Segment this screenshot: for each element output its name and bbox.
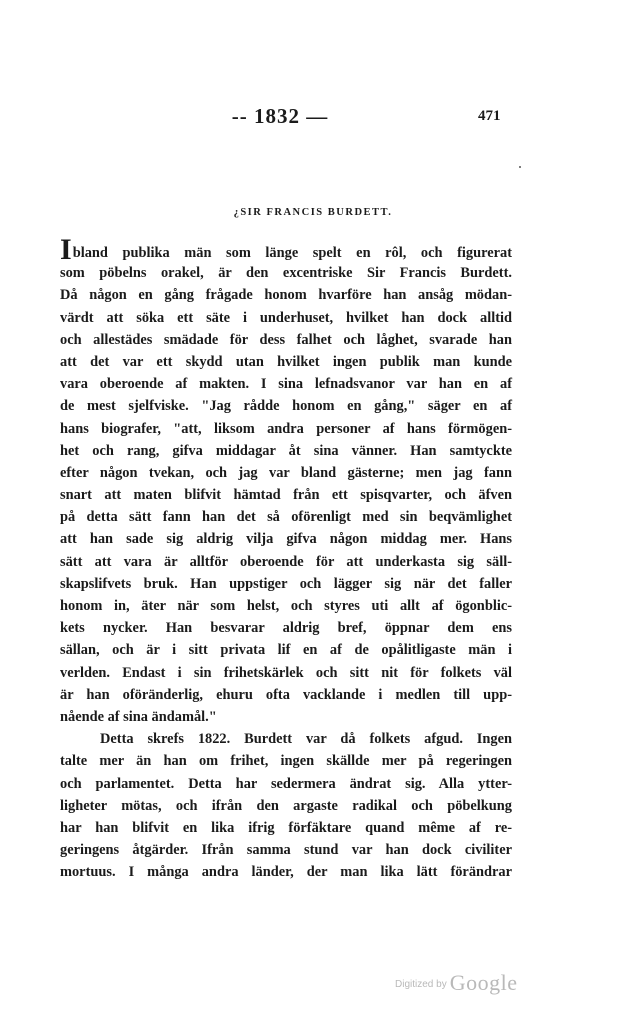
text-line: kets nycker. Han besvarar aldrig bref, öppnar dem ens: [60, 620, 512, 637]
text-line: mortuus. I många andra länder, der man lika lätt förändrar: [60, 864, 512, 881]
text-line: på detta sätt fann han det så oförenligt med sin beqvämlighet: [60, 509, 512, 526]
text-line: som pöbelns orakel, är den excentriske Sir Francis Burdett.: [60, 265, 512, 282]
text-line: att det var ett skydd utan hvilket ingen publik man kunde: [60, 353, 512, 370]
text-line: ligheter mötas, och ifrån den argaste radikal och pöbelkung: [60, 797, 512, 814]
page-number: 471: [478, 108, 501, 124]
text-line: Ibland publika män som länge spelt en rôl, och figurerat: [60, 233, 512, 266]
text-line: skapslifvets bruk. Han uppstiger och lägger sig när det faller: [60, 575, 512, 592]
text-line: har han blifvit en lika ifrig förfäktare quand même af re-: [60, 819, 512, 836]
text-line: är han oföränderlig, ehuru ofta vacklande i medlen till upp-: [60, 686, 512, 703]
running-head-year: -- 1832 —: [231, 104, 329, 128]
text-line: efter någon tvekan, och jag var bland gästerne; men jag fann: [60, 464, 512, 481]
text-line: Detta skrefs 1822. Burdett var då folkets afgud. Ingen: [100, 731, 512, 748]
running-head: [0, 104, 626, 134]
body-text: [60, 233, 512, 883]
text-line: honom in, äter när som helst, och styres uti allt af ögonblic-: [60, 598, 512, 614]
watermark-prefix: Digitized by: [395, 979, 447, 990]
text-line: sätt att vara är alltför oberoende för att underkasta sig säll-: [60, 553, 512, 570]
google-logo: Google: [449, 970, 518, 995]
paragraph-2: [60, 728, 512, 883]
text-line: sällan, och är i sitt privata lif en af de opålitligaste män i: [60, 642, 512, 659]
text-line: att han sade sig aldrig vilja gifva någon middag mer. Hans: [60, 531, 512, 548]
paragraph-1: [60, 233, 512, 728]
text-line: Då någon en gång frågade honom hvarföre han ansåg mödan-: [60, 287, 512, 304]
text-line: het och rang, gifva middagar åt sina vänner. Han samtyckte: [60, 442, 512, 459]
section-title: ¿SIR FRANCIS BURDETT.: [233, 207, 393, 218]
stray-ink-mark: [519, 166, 521, 168]
text-line: vara oberoende af makten. I sina lefnadsvanor var han en af: [60, 376, 512, 393]
text-line: geringens åtgärder. Ifrån samma stund var han dock civiliter: [60, 842, 512, 859]
text-line: verlden. Endast i sin frihetskärlek och sitt nit för folkets väl: [60, 664, 512, 681]
text-line: snart att maten blifvit hämtad från ett spisqvarter, och äfven: [60, 487, 512, 504]
drop-cap: I: [60, 233, 72, 266]
text-line: nående af sina ändamål.": [60, 708, 217, 725]
text-line: hans biografer, "att, liksom andra personer af hans förmögen-: [60, 420, 512, 437]
text-line: talte mer än han om frihet, ingen skällde mer på regeringen: [60, 753, 512, 770]
text-line: de mest sjelfviske. "Jag rådde honom en gång," säger en af: [60, 398, 512, 415]
text-line: och parlamentet. Detta har sedermera ändrat sig. Alla ytter-: [60, 775, 512, 792]
digitized-by-google-watermark: [395, 970, 517, 996]
text-line: värdt att söka ett säte i underhuset, hvilket han dock alltid: [60, 309, 512, 326]
text-line: och allestädes smädade för dess falhet och låghet, svarade han: [60, 331, 512, 348]
